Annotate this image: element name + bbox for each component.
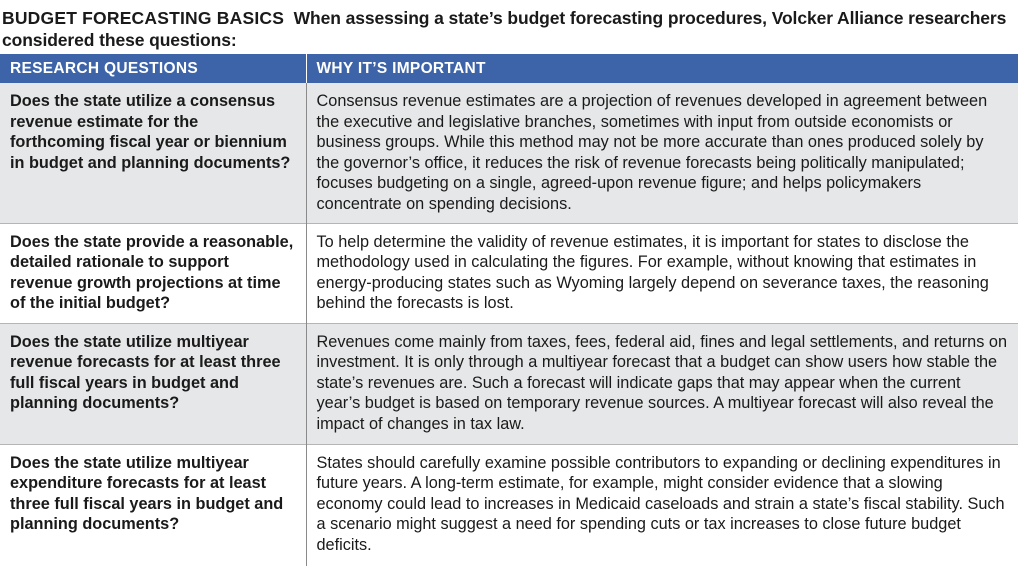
research-questions-table [0, 54, 1018, 566]
figure-heading [0, 0, 1018, 54]
table-row [0, 223, 1018, 323]
question-cell: Does the state utilize multiyear expenditure forecasts for at least three full fiscal years in budget and planning documents? [0, 444, 306, 566]
table-row [0, 83, 1018, 223]
question-cell: Does the state utilize a consensus revenue estimate for the forthcoming fiscal year or biennium in budget and planning documents? [0, 83, 306, 223]
importance-cell: Consensus revenue estimates are a projection of revenues developed in agreement between the executive and legislative branches, sometimes with input from outside economists or business groups. While this method may not be more accurate than ones produced solely by the governor’s office, it reduces the risk of revenue forecasts being politically manipulated; focuses budgeting on a single, agreed-upon revenue figure; and helps policymakers concentrate on spending decisions. [306, 83, 1018, 223]
importance-cell: Revenues come mainly from taxes, fees, federal aid, fines and legal settlements, and returns on investment. It is only through a multiyear forecast that a budget can show users how stable the state’s revenues are. Such a forecast will indicate gaps that may appear when the current year’s budget is based on temporary revenue sources. A multiyear forecast will also reveal the impact of changes in tax law. [306, 323, 1018, 444]
column-header-research-questions: RESEARCH QUESTIONS [0, 54, 306, 83]
column-header-why-important: WHY IT’S IMPORTANT [306, 54, 1018, 83]
question-cell: Does the state utilize multiyear revenue forecasts for at least three full fiscal years in budget and planning documents? [0, 323, 306, 444]
importance-cell: To help determine the validity of revenue estimates, it is important for states to disclose the methodology used in calculating the figures. For example, without knowing that estimates in energy-producing states such as Wyoming largely depend on severance taxes, the reasoning behind the forecasts is lost. [306, 223, 1018, 323]
table-header [0, 54, 1018, 83]
table-row [0, 323, 1018, 444]
table-row [0, 444, 1018, 566]
importance-cell: States should carefully examine possible contributors to expanding or declining expenditures in future years. A long-term estimate, for example, might consider evidence that a slowing economy could lead to increases in Medicaid caseloads and strain a state’s fiscal stability. Such a scenario might suggest a need for spending cuts or tax increases to close future budget deficits. [306, 444, 1018, 566]
heading-text: When assessing a state’s budget forecasting procedures, Volcker Alliance researchers considered these questions: [2, 8, 1007, 50]
heading-kicker: BUDGET FORECASTING BASICS [2, 8, 285, 28]
question-cell: Does the state provide a reasonable, detailed rationale to support revenue growth projections at time of the initial budget? [0, 223, 306, 323]
